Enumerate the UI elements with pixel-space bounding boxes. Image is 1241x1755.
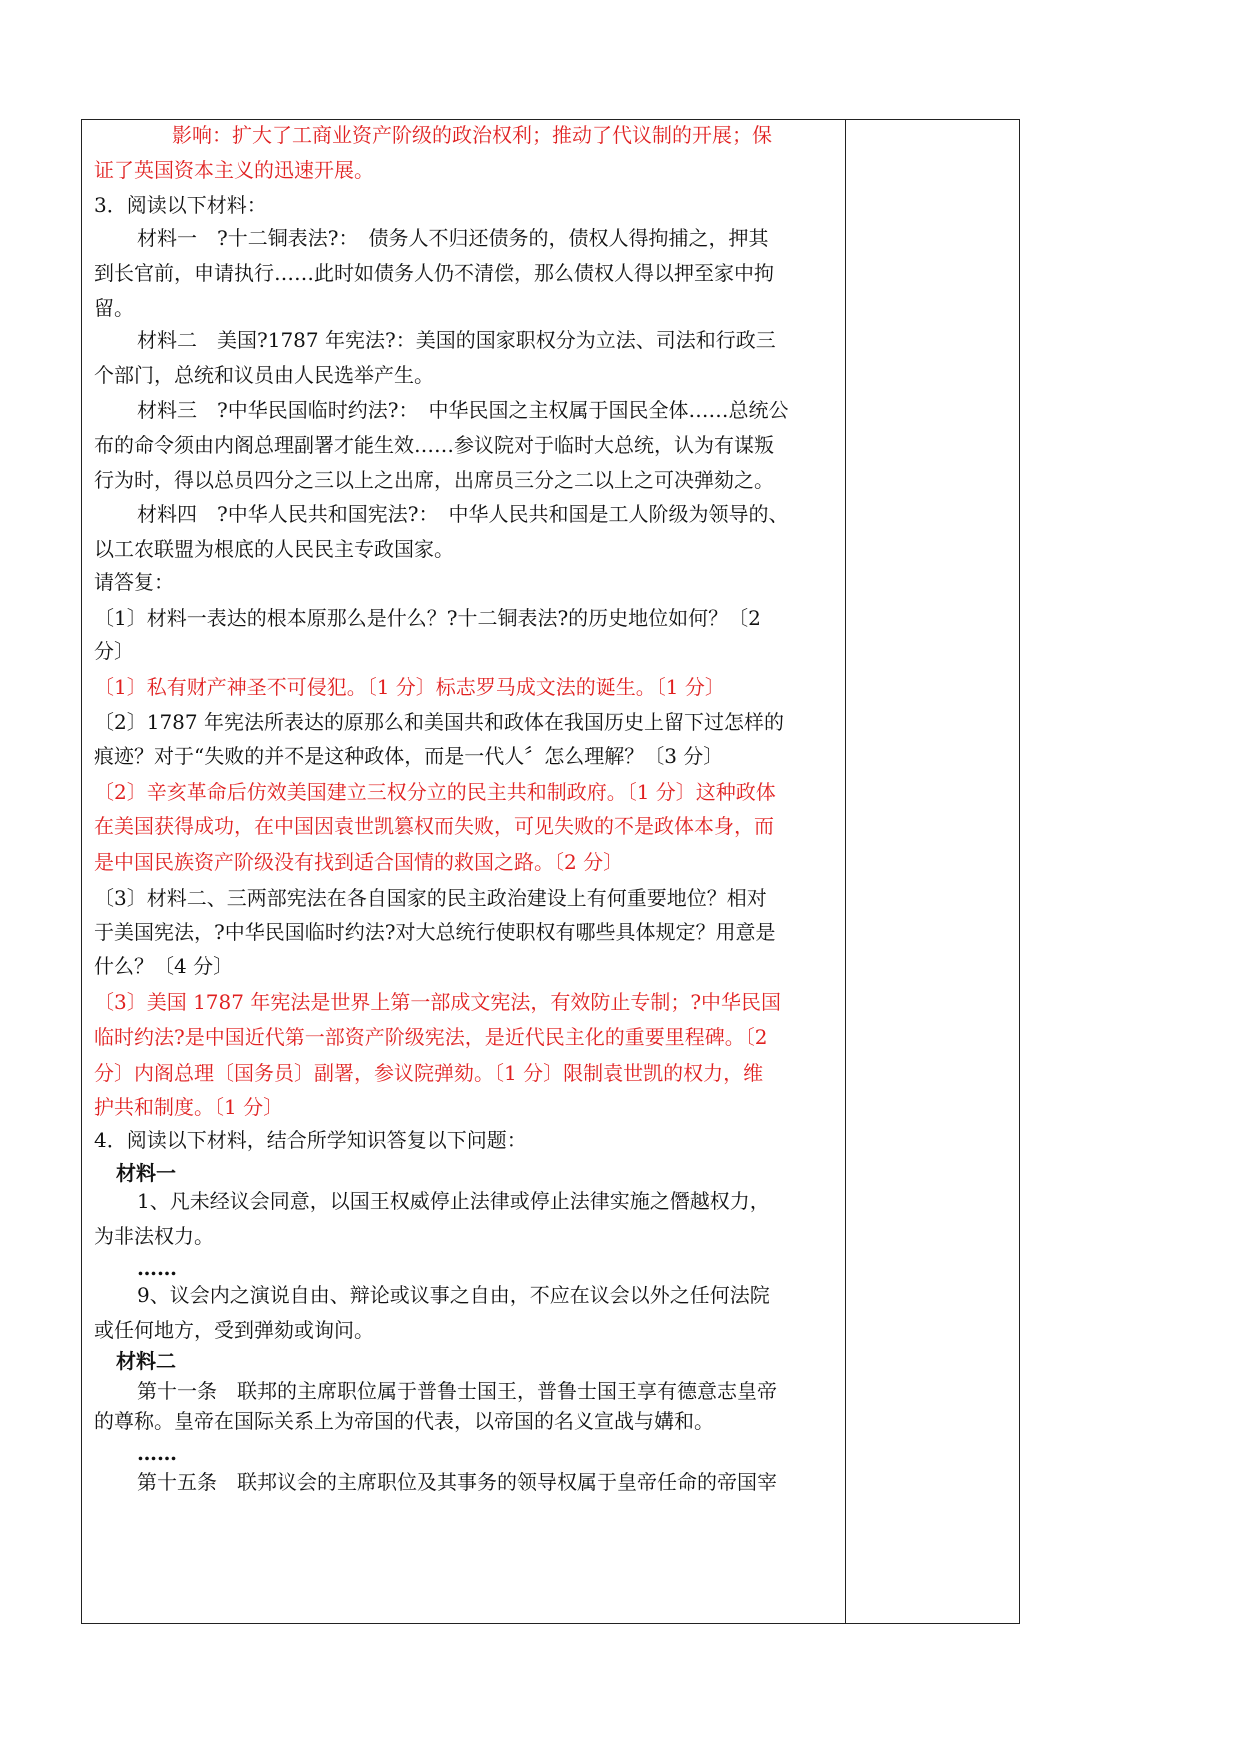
text-line: 第十一条 联邦的主席职位属于普鲁士国王，普鲁士国王享有德意志皇帝: [137, 1379, 777, 1403]
text-line: 〔2〕辛亥革命后仿效美国建立三权分立的民主共和制政府。〔1 分〕这种政体: [94, 780, 776, 804]
text-line: 材料一 ?十二铜表法?： 债务人不归还债务的，债权人得拘捕之，押其: [137, 226, 769, 250]
text-line: 什么？〔4 分〕: [94, 954, 234, 978]
text-line: 分〕: [94, 639, 134, 663]
text-line: 材料一: [116, 1161, 176, 1185]
text-line: 影响：扩大了工商业资产阶级的政治权利；推动了代议制的开展；保: [172, 123, 772, 147]
text-line: 或任何地方，受到弹劾或询问。: [94, 1318, 374, 1342]
text-line: 是中国民族资产阶级没有找到适合国情的救国之路。〔2 分〕: [94, 850, 624, 874]
text-line: 4．阅读以下材料，结合所学知识答复以下问题：: [94, 1128, 527, 1152]
text-line: 〔3〕美国 1787 年宪法是世界上第一部成文宪法，有效防止专制；?中华民国: [94, 990, 782, 1014]
empty-side-cell: [847, 120, 1019, 1623]
text-line: 护共和制度。〔1 分〕: [94, 1095, 284, 1119]
text-line: 的尊称。皇帝在国际关系上为帝国的代表，以帝国的名义宣战与媾和。: [94, 1409, 714, 1433]
text-line: 临时约法?是中国近代第一部资产阶级宪法，是近代民主化的重要里程碑。〔2: [94, 1025, 768, 1049]
text-line: 请答复：: [94, 570, 174, 594]
text-line: 证了英国资本主义的迅速开展。: [94, 158, 374, 182]
text-line: 材料二 美国?1787 年宪法?：美国的国家职权分为立法、司法和行政三: [137, 328, 776, 352]
text-line: 3．阅读以下材料：: [94, 193, 267, 217]
document-table: [81, 119, 1020, 1624]
text-line: 行为时，得以总员四分之三以上之出席，出席员三分之二以上之可决弹劾之。: [94, 468, 774, 492]
text-line: 分〕内阁总理〔国务员〕副署，参议院弹劾。〔1 分〕限制袁世凯的权力，维: [94, 1061, 764, 1085]
text-line: 第十五条 联邦议会的主席职位及其事务的领导权属于皇帝任命的帝国宰: [137, 1470, 777, 1494]
text-line: 个部门，总统和议员由人民选举产生。: [94, 363, 434, 387]
text-line: 于美国宪法，?中华民国临时约法?对大总统行使职权有哪些具体规定？用意是: [94, 920, 776, 944]
column-divider: [845, 120, 846, 1623]
text-line: 〔1〕材料一表达的根本原那么是什么？?十二铜表法?的历史地位如何？〔2: [94, 606, 761, 630]
text-line: 为非法权力。: [94, 1224, 214, 1248]
text-line: 以工农联盟为根底的人民民主专政国家。: [94, 537, 454, 561]
text-line: 留。: [94, 296, 134, 320]
text-line: 〔2〕1787 年宪法所表达的原那么和美国共和政体在我国历史上留下过怎样的: [94, 710, 784, 734]
text-line: 在美国获得成功，在中国因袁世凯篡权而失败，可见失败的不是政体本身，而: [94, 814, 774, 838]
text-line: 〔1〕私有财产神圣不可侵犯。〔1 分〕标志罗马成文法的诞生。〔1 分〕: [94, 675, 725, 699]
text-line: 1、凡未经议会同意，以国王权威停止法律或停止法律实施之僭越权力，: [137, 1189, 770, 1213]
text-line: 9、议会内之演说自由、辩论或议事之自由，不应在议会以外之任何法院: [137, 1283, 770, 1307]
text-line: ……: [137, 1256, 177, 1280]
text-line: 布的命令须由内阁总理副署才能生效……参议院对于临时大总统，认为有谋叛: [94, 433, 774, 457]
text-line: 〔3〕材料二、三两部宪法在各自国家的民主政治建设上有何重要地位？相对: [94, 886, 767, 910]
text-line: 痕迹？对于“失败的并不是这种政体，而是一代人〞怎么理解？〔3 分〕: [94, 744, 724, 768]
content-cell: [94, 120, 840, 1623]
text-line: 材料三 ?中华民国临时约法?： 中华民国之主权属于国民全体……总统公: [137, 398, 789, 422]
text-line: 材料四 ?中华人民共和国宪法?： 中华人民共和国是工人阶级为领导的、: [137, 502, 789, 526]
text-line: 到长官前，申请执行……此时如债务人仍不清偿，那么债权人得以押至家中拘: [94, 261, 774, 285]
text-line: ……: [137, 1441, 177, 1465]
text-line: 材料二: [116, 1349, 176, 1373]
